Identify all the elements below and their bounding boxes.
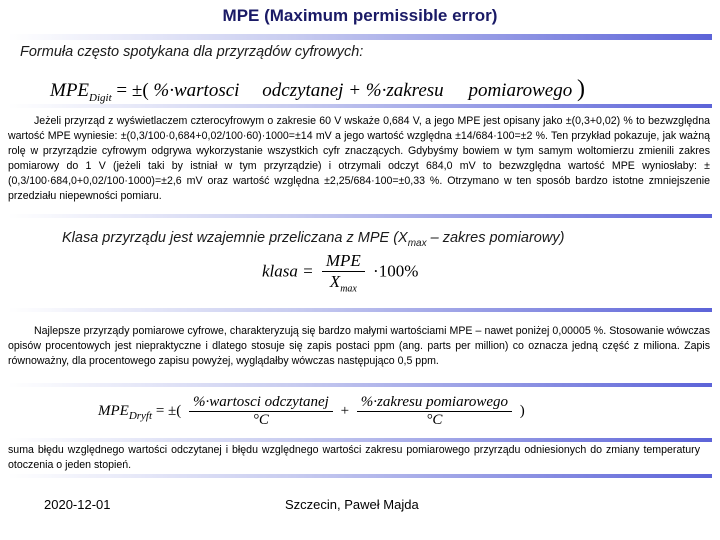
formula-close: ) [576,76,585,102]
divider-bar-4 [8,383,712,387]
digital-example-paragraph: Jeżeli przyrząd z wyświetlaczem czterocyfrowym o zakresie 60 V wskaże 0,684 V, a jego MPE jest opisany jako ±(0,3+0,02) % to bezwzględna wartość MPE wyniesie: ±(0,3/100·0,684+0,02/100·60)·1000=±14 mV a jego wartość względna ±14/684·100=±2 %. Ten przykład pokazuje, jak ważną rolę w przyrządzie cyfrowym odgrywa wykorzystanie wszystkich cyfr znaczących. Gdybyśmy bowiem w tym samym woltomierzu zmienili zakres pomiarowy do 1 V (jeżeli taki by istniał w tym przyrządzie) i otrzymali odczyt 684,0 mV to bezwzględna wartość MPE wyniosłaby: ±(0,3/100·684,0+0,02/100·1000)=±2,6 mV oraz wartość względna ±2,25/684·100=±0,33 %. Otrzymano w ten sposób bardzo istotne zmniejszenie przedziału niepewności pomiaru. [8,115,710,202]
class-heading-sub: max [407,237,427,249]
footer-date: 2020-12-01 [44,497,111,512]
class-heading [62,230,564,249]
formula-lhs: MPE [50,80,90,101]
drift-fraction-1-den: °C [252,412,269,428]
drift-fraction-1 [189,394,333,429]
drift-fraction-2-num: %·zakresu pomiarowego [357,394,512,412]
formula-part2: odczytanej + %·zakresu [262,80,444,101]
page-title: MPE (Maximum permissible error) [222,6,498,25]
drift-paragraph: suma błędu względnego wartości odczytanej i błędu względnego wartości zakresu pomiarowego przyrządu odniesionych do zmiany temperatury otoczenia o jeden stopień. [8,444,700,471]
class-fraction-den-sub: max [340,283,357,295]
class-heading-prefix: Klasa przyrządu jest wzajemnie przeliczana z MPE (X [62,230,408,246]
drift-formula [98,394,525,429]
class-heading-suffix: – zakres pomiarowy) [426,230,565,246]
ppm-paragraph: Najlepsze przyrządy pomiarowe cyfrowe, charakteryzują się bardzo małymi wartościami MPE – nawet poniżej 0,00005 %. Stosowanie wówczas opisów procentowych jest niepraktyczne i dlatego stosuje się zapis postaci ppm (ang. parts per million) co oznacza jedną część z miliona. Zapis równoważny, dla procentowego zapisu powyżej, wyglądałby wówczas następująco 0,5 ppm. [8,325,710,367]
formula-part3: pomiarowego [468,80,573,101]
class-formula [262,251,418,294]
title-divider-bar [8,34,712,40]
drift-fraction-2 [357,394,512,429]
divider-bar-3 [8,308,712,312]
drift-fraction-1-num: %·wartosci odczytanej [189,394,333,412]
drift-fraction-2-den: °C [426,412,443,428]
drift-close: ) [519,402,525,419]
divider-bar-5 [8,438,712,442]
class-fraction-den-x: X [329,272,341,291]
formula-part1: %·wartosci [153,80,240,101]
drift-lhs-sub: Dryft [128,409,153,422]
digital-mpe-formula [50,76,585,104]
drift-eq: = ±( [155,402,182,419]
class-fraction-num: MPE [322,251,365,272]
divider-bar-6 [8,474,712,478]
divider-bar-1 [8,104,712,108]
formula-eq: = ±( [116,80,149,101]
formula-lhs-sub: Digit [89,91,112,104]
divider-bar-2 [8,214,712,218]
drift-plus: + [340,402,350,419]
digital-formula-heading: Formuła często spotykana dla przyrządów cyfrowych: [20,44,364,60]
class-fraction-den [322,272,365,294]
drift-lhs: MPE [98,402,129,419]
class-rhs: ·100% [373,261,419,281]
footer-author: Szczecin, Paweł Majda [285,497,419,512]
class-fraction [322,251,365,294]
class-lhs: klasa = [262,261,314,281]
